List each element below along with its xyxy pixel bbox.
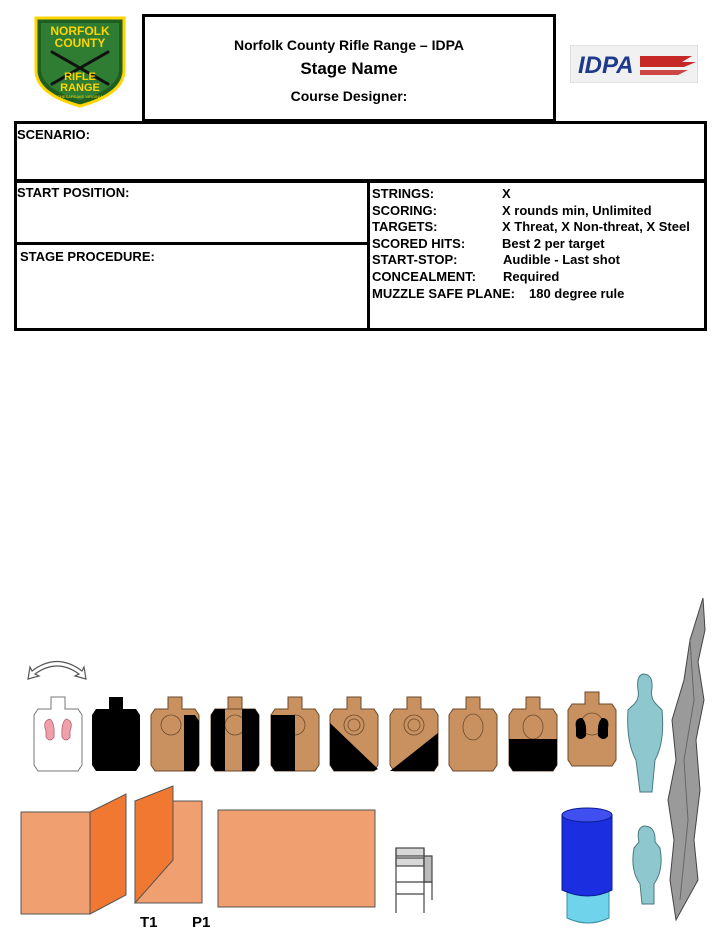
hands-icon xyxy=(45,719,55,740)
hardcover-sides-target-icon xyxy=(211,697,259,771)
logo-line-3: RIFLE xyxy=(64,71,96,83)
logo-footer: CHESAPEAKE VIRGINIA xyxy=(57,94,103,99)
scenario-label: SCENARIO: xyxy=(17,127,90,142)
start-position-label: START POSITION: xyxy=(17,185,130,200)
barrel-icon xyxy=(562,808,612,923)
hardcover-left-target-icon xyxy=(271,697,319,771)
hardcover-right-strip-target-icon xyxy=(151,697,199,771)
p1-label: P1 xyxy=(192,914,211,931)
logo-line-1: NORFOLK xyxy=(50,24,110,38)
range-title: Norfolk County Rifle Range – IDPA xyxy=(234,37,464,53)
steel-plate-icon xyxy=(668,598,705,920)
hardcover-bottom-target-icon xyxy=(509,697,557,771)
logo-line-2: COUNTY xyxy=(54,36,106,50)
course-designer: Course Designer: xyxy=(290,88,408,104)
stage-procedure-label: STAGE PROCEDURE: xyxy=(20,249,155,264)
open-door-wall-icon xyxy=(135,786,202,903)
black-target-icon xyxy=(92,697,140,771)
hands-target-icon xyxy=(568,692,616,766)
hardcover-diagonal-right-target-icon xyxy=(390,697,438,771)
chair-icon xyxy=(396,848,432,913)
wall-with-door-icon xyxy=(21,794,126,914)
tan-target-icon xyxy=(449,697,497,771)
hardcover-diagonal-left-target-icon xyxy=(330,697,378,771)
logo-line-4: RANGE xyxy=(60,82,100,94)
idpa-text: IDPA xyxy=(578,52,634,79)
popper-icon xyxy=(628,674,663,792)
t1-label: T1 xyxy=(140,914,158,931)
no-shoot-target-icon xyxy=(34,697,82,771)
mini-popper-icon xyxy=(633,826,661,904)
swing-arrow-icon xyxy=(28,662,86,680)
stage-name: Stage Name xyxy=(300,59,398,78)
wall-icon xyxy=(218,810,375,907)
